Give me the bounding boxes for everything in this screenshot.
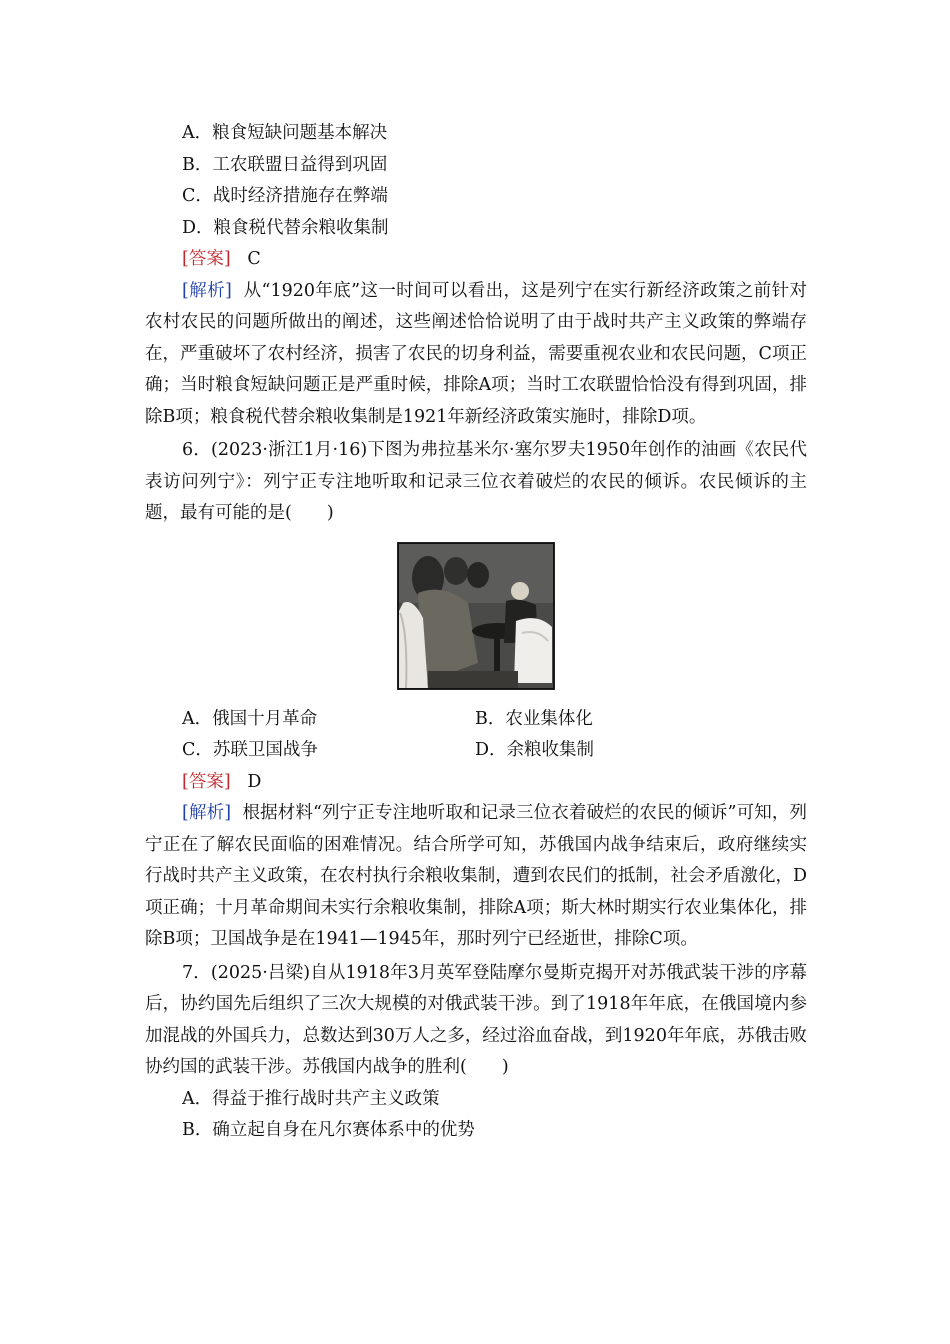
q5-analysis-text: 从“1920年底”这一时间可以看出，这是列宁在实行新经济政策之前针对农村农民的问题所做出的阐述，这些阐述恰恰说明了由于战时共产主义政策的弊端存在，严重破坏了农村经济，损害了农民的切身利益，需要重视农业和农民问题，C项正确；当时粮食短缺问题正是严重时候，排除A项；当时工农联盟恰恰没有得到巩固，排除B项；粮食税代替余粮收集制是1921年新经济政策实施时，排除D项。 bbox=[145, 280, 807, 427]
q6-option-c: C．苏联卫国战争 bbox=[182, 740, 318, 760]
document-page bbox=[145, 118, 807, 1147]
q5-option-b: B．工农联盟日益得到巩固 bbox=[182, 154, 388, 175]
q7-option-b: B．确立起自身在凡尔赛体系中的优势 bbox=[182, 1120, 475, 1140]
painting-illustration bbox=[398, 543, 554, 689]
q6-answer bbox=[145, 767, 807, 799]
q6-answer-tag: [答案] bbox=[182, 771, 231, 792]
q5-answer-value: C bbox=[247, 249, 261, 269]
q5-answer-tag: [答案] bbox=[182, 249, 231, 269]
q5-analysis-tag: [解析] bbox=[182, 280, 232, 301]
q7-option-a: A．得益于推行战时共产主义政策 bbox=[182, 1088, 440, 1109]
q5-answer bbox=[145, 244, 807, 276]
q6-answer-value: D bbox=[247, 771, 262, 792]
painting-image bbox=[397, 542, 555, 690]
q6-option-a: A．俄国十月革命 bbox=[182, 708, 318, 729]
q6-option-b: B．农业集体化 bbox=[475, 708, 593, 729]
q6-analysis-text: 根据材料“列宁正专注地听取和记录三位衣着破烂的农民的倾诉”可知，列宁正在了解农民面临的困难情况。结合所学可知，苏俄国内战争结束后，政府继续实行战时共产主义政策，在农村执行余粮收集制，遭到农民们的抵制，社会矛盾激化，D项正确；十月革命期间未实行余粮收集制，排除A项；斯大林时期实行农业集体化，排除B项；卫国战争是在1941—1945年，那时列宁已经逝世，排除C项。 bbox=[145, 803, 807, 949]
q5-option-a: A．粮食短缺问题基本解决 bbox=[182, 123, 388, 143]
q6-analysis-tag: [解析] bbox=[182, 803, 232, 823]
q5-option-c: C．战时经济措施存在弊端 bbox=[182, 186, 388, 206]
q7-stem: 7．(2025·吕梁)自从1918年3月英军登陆摩尔曼斯克揭开对苏俄武装干涉的序幕后，协约国先后组织了三次大规模的对俄武装干涉。到了1918年年底，在俄国境内参加混战的外国兵力，总数达到30万人之多，经过浴血奋战，到1920年年底，苏俄击败协约国的武装干涉。苏俄国内战争的胜利( ) bbox=[145, 962, 807, 1077]
q6-option-d: D．余粮收集制 bbox=[475, 740, 595, 760]
q5-option-d: D．粮食税代替余粮收集制 bbox=[182, 217, 389, 238]
q5-analysis bbox=[145, 276, 807, 434]
q6-analysis bbox=[145, 798, 807, 956]
q6-options-row-2 bbox=[145, 735, 807, 767]
q6-options-row-1 bbox=[145, 704, 807, 736]
q6-stem: 6．(2023·浙江1月·16)下图为弗拉基米尔·塞尔罗夫1950年创作的油画《农民代表访问列宁》：列宁正专注地听取和记录三位衣着破烂的农民的倾诉。农民倾诉的主题，最有可能的是( ) bbox=[145, 440, 807, 523]
